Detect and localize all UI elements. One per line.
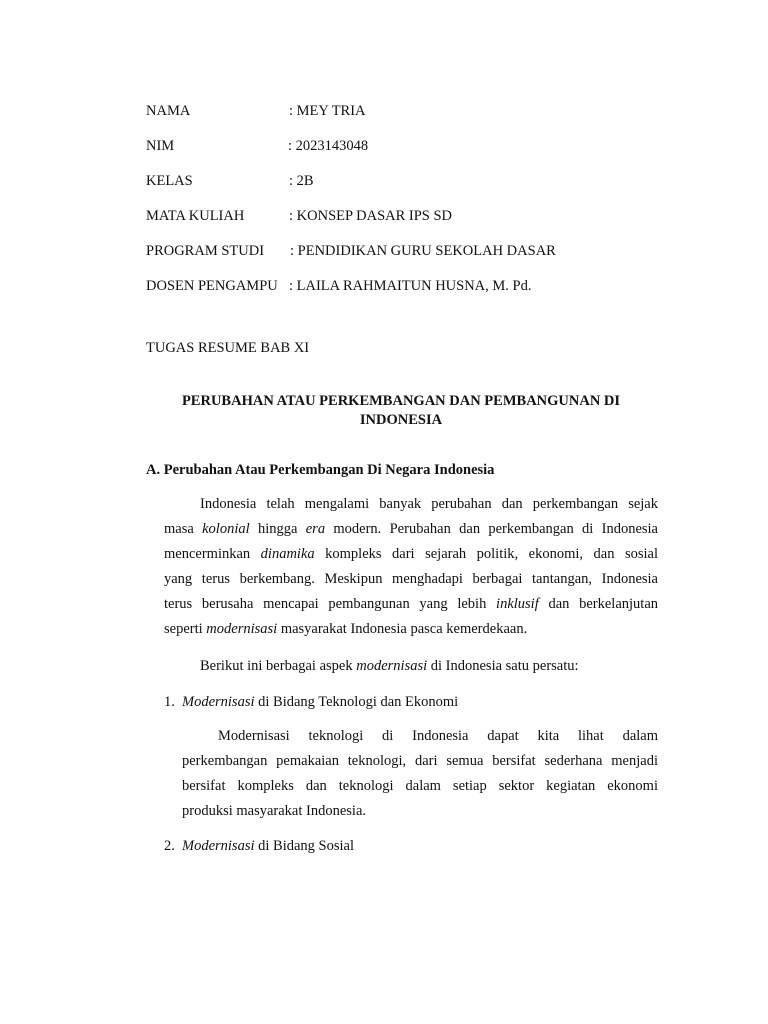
list-number: 1. bbox=[164, 694, 175, 710]
identity-label: MATA KULIAH bbox=[146, 208, 245, 224]
paragraph-line: masa kolonial hingga era modern. Perubahan dan perkembangan di Indonesia bbox=[164, 521, 658, 537]
list-item-2 bbox=[164, 836, 354, 856]
list-item-italic: Modernisasi bbox=[182, 838, 255, 854]
document-title-line-1: PERUBAHAN ATAU PERKEMBANGAN DAN PEMBANGUNAN DI bbox=[181, 393, 621, 409]
paragraph-line: terus berusaha mencapai pembangunan yang lebih inklusif dan berkelanjutan bbox=[164, 596, 659, 612]
identity-label: PROGRAM STUDI bbox=[146, 243, 265, 259]
paragraph-line: seperti modernisasi masyarakat Indonesia pasca kemerdekaan. bbox=[164, 621, 528, 637]
section-a-heading: A. Perubahan Atau Perkembangan Di Negara Indonesia bbox=[146, 462, 495, 478]
paragraph-line: bersifat kompleks dan teknologi dalam setiap sektor kegiatan ekonomi bbox=[182, 778, 658, 794]
document-title-line-2: INDONESIA bbox=[359, 412, 443, 428]
paragraph-line: perkembangan pemakaian teknologi, dari semua bersifat sederhana menjadi bbox=[182, 753, 658, 769]
document-title bbox=[146, 392, 656, 430]
paragraph-line: mencerminkan dinamika kompleks dari sejarah politik, ekonomi, dan sosial bbox=[164, 546, 658, 562]
paragraph-1 bbox=[164, 492, 658, 642]
assignment-title: TUGAS RESUME BAB XI bbox=[146, 340, 310, 356]
identity-value: : MEY TRIA bbox=[289, 103, 366, 119]
paragraph-line: yang terus berkembang. Meskipun menghadapi berbagai tantangan, Indonesia bbox=[164, 571, 658, 587]
identity-value: : 2B bbox=[289, 173, 314, 189]
identity-label: NIM bbox=[146, 138, 175, 154]
list-item-text: di Bidang Sosial bbox=[254, 838, 354, 854]
list-item-1 bbox=[164, 692, 458, 712]
identity-value: : PENDIDIKAN GURU SEKOLAH DASAR bbox=[290, 243, 556, 259]
identity-label: DOSEN PENGAMPU bbox=[146, 278, 278, 294]
list-item-text: di Bidang Teknologi dan Ekonomi bbox=[254, 694, 459, 710]
paragraph-line: produksi masyarakat Indonesia. bbox=[182, 803, 367, 819]
list-item-italic: Modernisasi bbox=[182, 694, 255, 710]
paragraph-2 bbox=[164, 654, 658, 679]
identity-value: : LAILA RAHMAITUN HUSNA, M. Pd. bbox=[289, 278, 532, 294]
paragraph-line: Indonesia telah mengalami banyak perubahan dan perkembangan sejak bbox=[200, 496, 658, 512]
identity-value: : KONSEP DASAR IPS SD bbox=[289, 208, 453, 224]
list-number: 2. bbox=[164, 838, 175, 854]
identity-label: KELAS bbox=[146, 173, 193, 189]
paragraph-3 bbox=[182, 724, 658, 824]
identity-value: : 2023143048 bbox=[288, 138, 369, 154]
paragraph-line: Modernisasi teknologi di Indonesia dapat kita lihat dalam bbox=[218, 728, 658, 744]
identity-label: NAMA bbox=[146, 103, 191, 119]
paragraph-line: Berikut ini berbagai aspek modernisasi di Indonesia satu persatu: bbox=[200, 658, 579, 674]
